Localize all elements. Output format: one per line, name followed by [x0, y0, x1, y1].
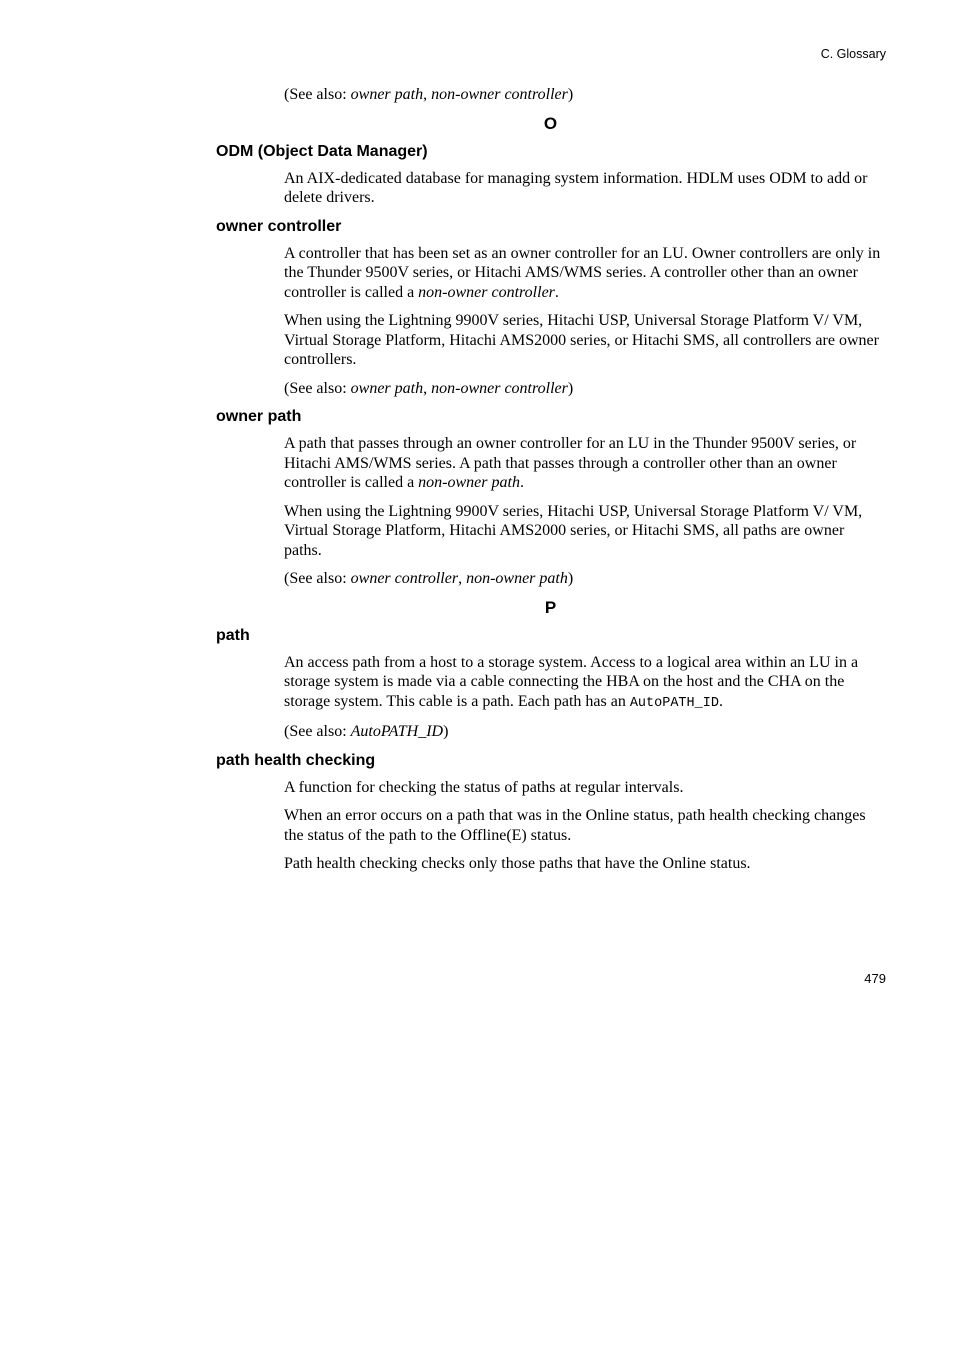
- separator: ,: [458, 570, 467, 587]
- see-also-prefix: (See also:: [284, 379, 351, 397]
- running-header: C. Glossary: [820, 47, 886, 61]
- cross-reference[interactable]: non-owner path: [466, 570, 568, 587]
- cross-reference[interactable]: non-owner controller: [418, 283, 555, 301]
- glossary-term-owner-controller: owner controller: [216, 217, 342, 235]
- definition-text: .: [718, 692, 723, 710]
- definition-paragraph: A function for checking the status of paths at regular intervals.: [284, 778, 684, 796]
- see-also-paragraph: [284, 379, 884, 399]
- definition-text: .: [519, 474, 524, 491]
- see-also-suffix: ): [567, 570, 574, 587]
- definition-paragraph: [284, 653, 884, 714]
- definition-paragraph: An AIX-dedicated database for managing system information. HDLM uses ODM to add or delete drivers.: [284, 169, 868, 206]
- glossary-term-odm: ODM (Object Data Manager): [216, 142, 428, 160]
- separator: ,: [423, 379, 432, 397]
- see-also-paragraph: [284, 722, 884, 742]
- definition-paragraph: When using the Lightning 9900V series, Hitachi USP, Universal Storage Platform V/ VM, Virtual Storage Platform, Hitachi AMS2000 series, or Hitachi SMS, all controllers are owner controllers.: [284, 312, 879, 368]
- see-also-prefix: (See also:: [284, 723, 351, 740]
- definition-paragraph: [284, 434, 884, 493]
- see-also-suffix: ): [567, 379, 574, 397]
- glossary-term-path-health-checking: path health checking: [216, 751, 376, 769]
- definition-text: A path that passes through an owner controller for an LU in the Thunder 9500V series, or Hitachi AMS/WMS series. A path that passes through a controller other than an owner controller is called a: [284, 435, 857, 491]
- definition-paragraph: When using the Lightning 9900V series, Hitachi USP, Universal Storage Platform V/ VM, Virtual Storage Platform, Hitachi AMS2000 series, or Hitachi SMS, all paths are owner paths.: [284, 502, 863, 559]
- see-also-paragraph: [284, 85, 884, 105]
- glossary-content: [0, 85, 954, 883]
- definition-text: An access path from a host to a storage system. Access to a logical area within an LU in a storage system is made via a cable connecting the HBA on the host and the CHA on the storage system. This cable is a path. Each path has an: [284, 653, 859, 710]
- cross-reference[interactable]: AutoPATH_ID: [350, 723, 444, 740]
- cross-reference[interactable]: non-owner controller: [431, 86, 568, 103]
- definition-text: .: [554, 283, 559, 301]
- cross-reference[interactable]: non-owner path: [418, 474, 520, 491]
- cross-reference[interactable]: owner controller: [350, 570, 459, 587]
- code-term: AutoPATH_ID: [629, 695, 719, 711]
- definition-paragraph: [284, 244, 884, 303]
- definition-text: A controller that has been set as an owner controller for an LU. Owner controllers are only in the Thunder 9500V series, or Hitachi AMS/WMS series. A controller other than an owner controller is called a: [284, 244, 881, 301]
- see-also-suffix: ): [567, 86, 574, 103]
- see-also-paragraph: [284, 569, 884, 589]
- definition-paragraph: Path health checking checks only those paths that have the Online status.: [284, 855, 751, 872]
- section-letter-p: P: [544, 597, 557, 617]
- glossary-term-path: path: [216, 626, 250, 644]
- page-number: 479: [864, 971, 886, 986]
- see-also-suffix: ): [443, 723, 449, 740]
- section-letter-o: O: [543, 113, 558, 133]
- see-also-prefix: (See also:: [284, 570, 351, 587]
- definition-paragraph: When an error occurs on a path that was in the Online status, path health checking changes the status of the path to the Offline(E) status.: [284, 807, 866, 844]
- cross-reference[interactable]: non-owner controller: [431, 379, 568, 397]
- glossary-term-owner-path: owner path: [216, 408, 302, 425]
- cross-reference[interactable]: owner path: [350, 379, 424, 397]
- cross-reference[interactable]: owner path: [350, 86, 424, 103]
- separator: ,: [423, 86, 432, 103]
- see-also-prefix: (See also:: [284, 86, 351, 103]
